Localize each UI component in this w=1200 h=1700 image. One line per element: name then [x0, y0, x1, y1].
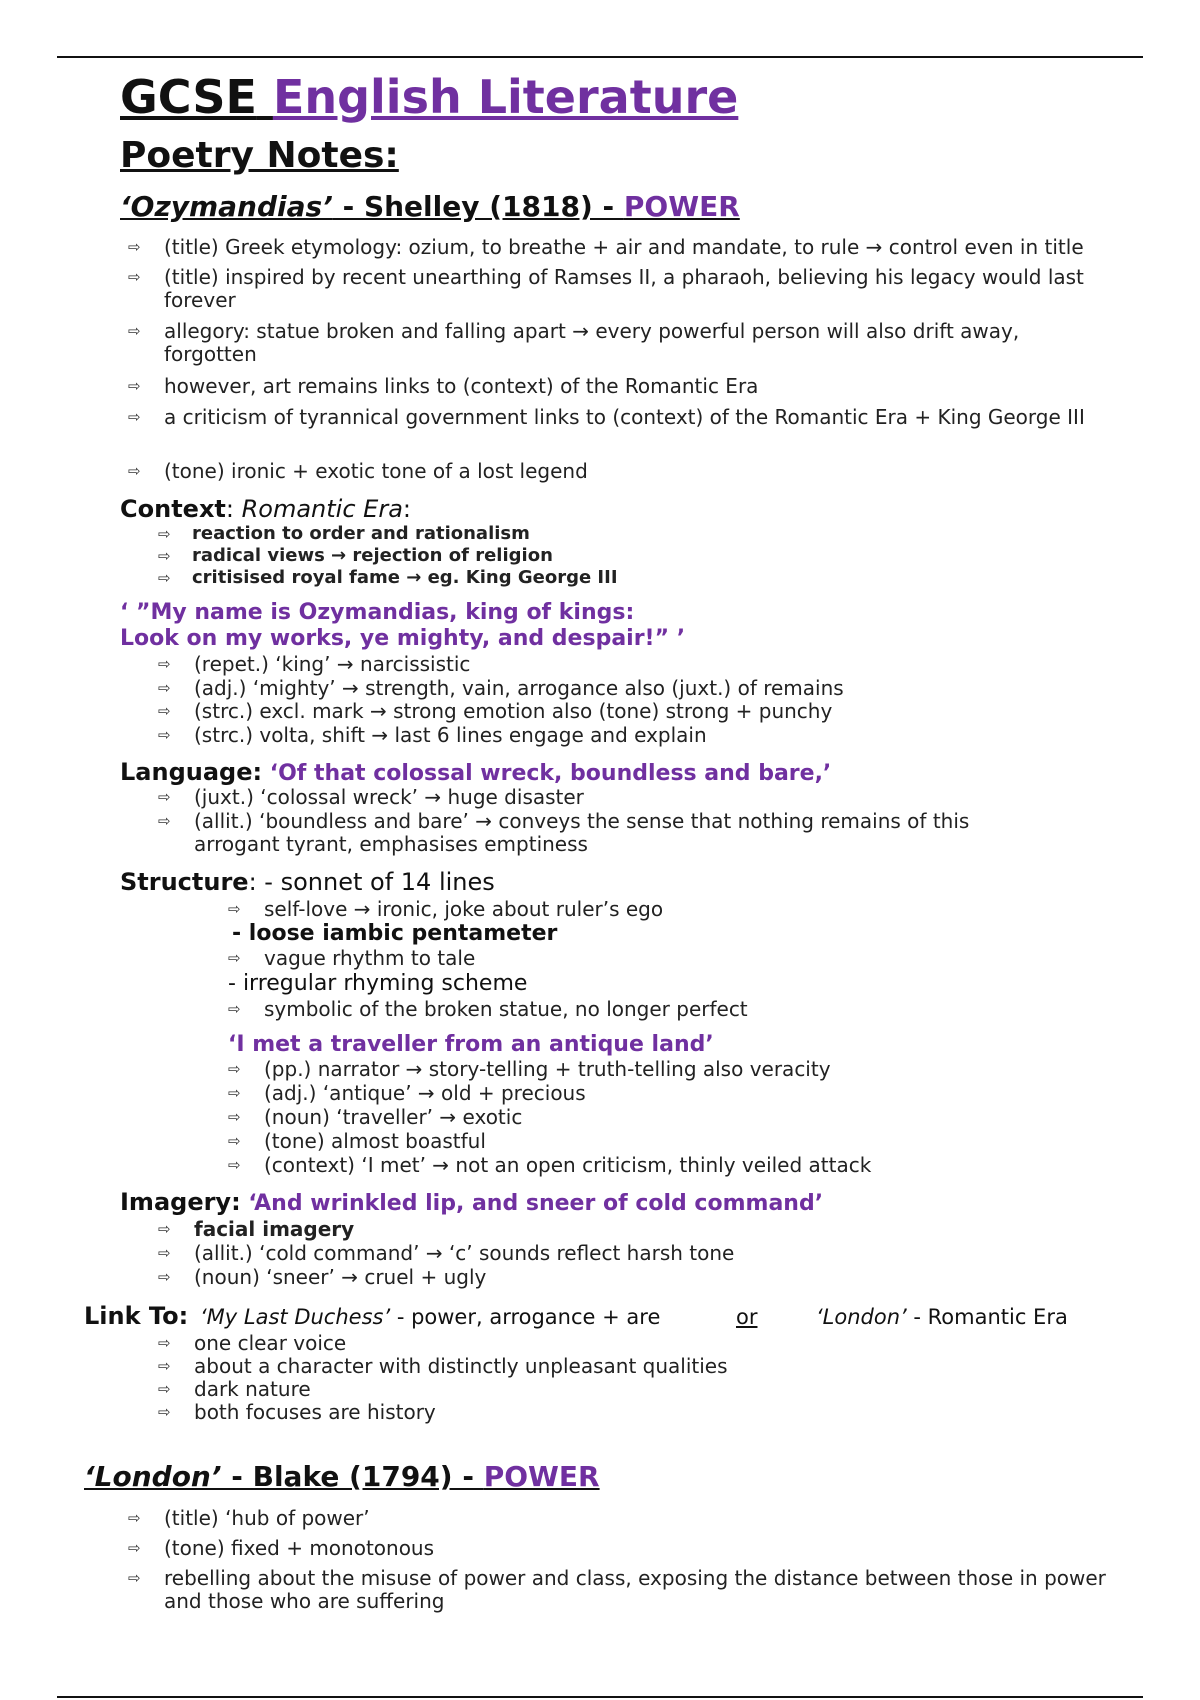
arrow-bullet-icon: ⇨: [128, 1569, 141, 1587]
structure-heading: Structure: - sonnet of 14 lines: [120, 868, 495, 896]
arrow-bullet-icon: ⇨: [228, 1084, 241, 1102]
arrow-bullet-icon: ⇨: [158, 1244, 171, 1262]
arrow-bullet-icon: ⇨: [228, 949, 241, 967]
link-poem-2: ‘London’ - Romantic Era: [816, 1305, 1068, 1329]
structure-line: - irregular rhyming scheme: [228, 971, 528, 996]
arrow-bullet-icon: ⇨: [128, 268, 141, 286]
imagery-heading: Imagery: ‘And wrinkled lip, and sneer of cold command’: [120, 1188, 824, 1216]
list-item: ⇨ (allit.) ‘cold command’ → ‘c’ sounds reflect harsh tone: [158, 1241, 735, 1265]
link-heading: Link To:: [84, 1302, 189, 1330]
list-item: ⇨ self-love → ironic, joke about ruler’s ego: [228, 897, 664, 921]
arrow-bullet-icon: ⇨: [128, 377, 141, 395]
arrow-bullet-icon: ⇨: [158, 679, 171, 697]
arrow-bullet-icon: ⇨: [128, 462, 141, 480]
arrow-bullet-icon: ⇨: [158, 1403, 171, 1421]
top-rule: [57, 56, 1143, 58]
list-item: ⇨ allegory: statue broken and falling apart → every powerful person will also drift away, forgotten: [128, 319, 1020, 366]
list-item: ⇨ (pp.) narrator → story-telling + truth-telling also veracity: [228, 1057, 831, 1081]
language-heading: Language: ‘Of that colossal wreck, boundless and bare,’: [120, 758, 832, 786]
page-subtitle: Poetry Notes:: [120, 135, 399, 176]
list-item: ⇨ radical views → rejection of religion: [158, 545, 553, 566]
arrow-bullet-icon: ⇨: [158, 569, 171, 587]
arrow-bullet-icon: ⇨: [158, 788, 171, 806]
list-item: ⇨ (juxt.) ‘colossal wreck’ → huge disaster: [158, 785, 584, 809]
list-item: ⇨ rebelling about the misuse of power and class, exposing the distance between those in power and those who are suffering: [128, 1566, 1106, 1613]
list-item: ⇨ (noun) ‘traveller’ → exotic: [228, 1105, 523, 1129]
arrow-bullet-icon: ⇨: [228, 1060, 241, 1078]
list-item: ⇨ critisised royal fame → eg. King George III: [158, 567, 618, 588]
page-title: GCSE English Literature: [120, 70, 739, 124]
poem-heading-london: ‘London’ - Blake (1794) - POWER: [84, 1460, 600, 1493]
arrow-bullet-icon: ⇨: [128, 408, 141, 426]
list-item: ⇨ (strc.) volta, shift → last 6 lines engage and explain: [158, 723, 707, 747]
arrow-bullet-icon: ⇨: [158, 702, 171, 720]
list-item: ⇨ (title) ‘hub of power’: [128, 1506, 370, 1530]
list-item: ⇨ dark nature: [158, 1377, 311, 1401]
bottom-rule: [57, 1696, 1143, 1698]
list-item: ⇨ however, art remains links to (context) of the Romantic Era: [128, 374, 759, 398]
list-item: ⇨ both focuses are history: [158, 1400, 436, 1424]
list-item: ⇨ one clear voice: [158, 1331, 347, 1355]
arrow-bullet-icon: ⇨: [158, 812, 171, 830]
list-item: ⇨ (tone) ironic + exotic tone of a lost legend: [128, 459, 588, 483]
arrow-bullet-icon: ⇨: [128, 1509, 141, 1527]
arrow-bullet-icon: ⇨: [158, 525, 171, 543]
list-item: ⇨ (context) ‘I met’ → not an open criticism, thinly veiled attack: [228, 1153, 872, 1177]
list-item: ⇨ (noun) ‘sneer’ → cruel + ugly: [158, 1265, 487, 1289]
arrow-bullet-icon: ⇨: [228, 1000, 241, 1018]
list-item: ⇨ vague rhythm to tale: [228, 946, 476, 970]
arrow-bullet-icon: ⇨: [158, 1220, 171, 1238]
link-or: or: [736, 1305, 758, 1329]
list-item: ⇨ (repet.) ‘king’ → narcissistic: [158, 652, 471, 676]
arrow-bullet-icon: ⇨: [228, 900, 241, 918]
list-item: ⇨ (strc.) excl. mark → strong emotion also (tone) strong + punchy: [158, 699, 833, 723]
arrow-bullet-icon: ⇨: [128, 322, 141, 340]
poem-heading-ozymandias: ‘Ozymandias’ - Shelley (1818) - POWER: [120, 190, 740, 223]
list-item: ⇨ (tone) fixed + monotonous: [128, 1536, 435, 1560]
structure-quote: ‘I met a traveller from an antique land’: [228, 1032, 714, 1057]
list-item: ⇨ (adj.) ‘antique’ → old + precious: [228, 1081, 586, 1105]
arrow-bullet-icon: ⇨: [158, 726, 171, 744]
arrow-bullet-icon: ⇨: [158, 1380, 171, 1398]
arrow-bullet-icon: ⇨: [158, 1334, 171, 1352]
arrow-bullet-icon: ⇨: [158, 547, 171, 565]
list-item: ⇨ reaction to order and rationalism: [158, 523, 530, 544]
arrow-bullet-icon: ⇨: [158, 655, 171, 673]
list-item: ⇨ symbolic of the broken statue, no longer perfect: [228, 997, 748, 1021]
quote-line: Look on my works, ye mighty, and despair!” ’: [120, 626, 686, 651]
link-poem-1: ‘My Last Duchess’ - power, arrogance + are: [200, 1305, 661, 1329]
arrow-bullet-icon: ⇨: [128, 1539, 141, 1557]
arrow-bullet-icon: ⇨: [128, 238, 141, 256]
arrow-bullet-icon: ⇨: [158, 1268, 171, 1286]
list-item: ⇨ (tone) almost boastful: [228, 1129, 486, 1153]
arrow-bullet-icon: ⇨: [228, 1108, 241, 1126]
list-item: ⇨ (title) Greek etymology: ozium, to breathe + air and mandate, to rule → control even in title: [128, 235, 1084, 259]
arrow-bullet-icon: ⇨: [158, 1357, 171, 1375]
list-item: ⇨ (allit.) ‘boundless and bare’ → conveys the sense that nothing remains of this arrogant tyrant, emphasises emptiness: [158, 809, 970, 856]
list-item: ⇨ (adj.) ‘mighty’ → strength, vain, arrogance also (juxt.) of remains: [158, 676, 844, 700]
list-item: ⇨ (title) inspired by recent unearthing of Ramses II, a pharaoh, believing his legacy would last forever: [128, 265, 1084, 312]
list-item: ⇨ a criticism of tyrannical government links to (context) of the Romantic Era + King George III: [128, 405, 1085, 429]
structure-line: - loose iambic pentameter: [232, 921, 558, 946]
context-heading: Context: Romantic Era:: [120, 495, 411, 523]
arrow-bullet-icon: ⇨: [228, 1156, 241, 1174]
quote-line: ‘ ”My name is Ozymandias, king of kings:: [120, 600, 635, 625]
list-item: ⇨ about a character with distinctly unpleasant qualities: [158, 1354, 728, 1378]
list-item: ⇨ facial imagery: [158, 1217, 355, 1241]
arrow-bullet-icon: ⇨: [228, 1132, 241, 1150]
